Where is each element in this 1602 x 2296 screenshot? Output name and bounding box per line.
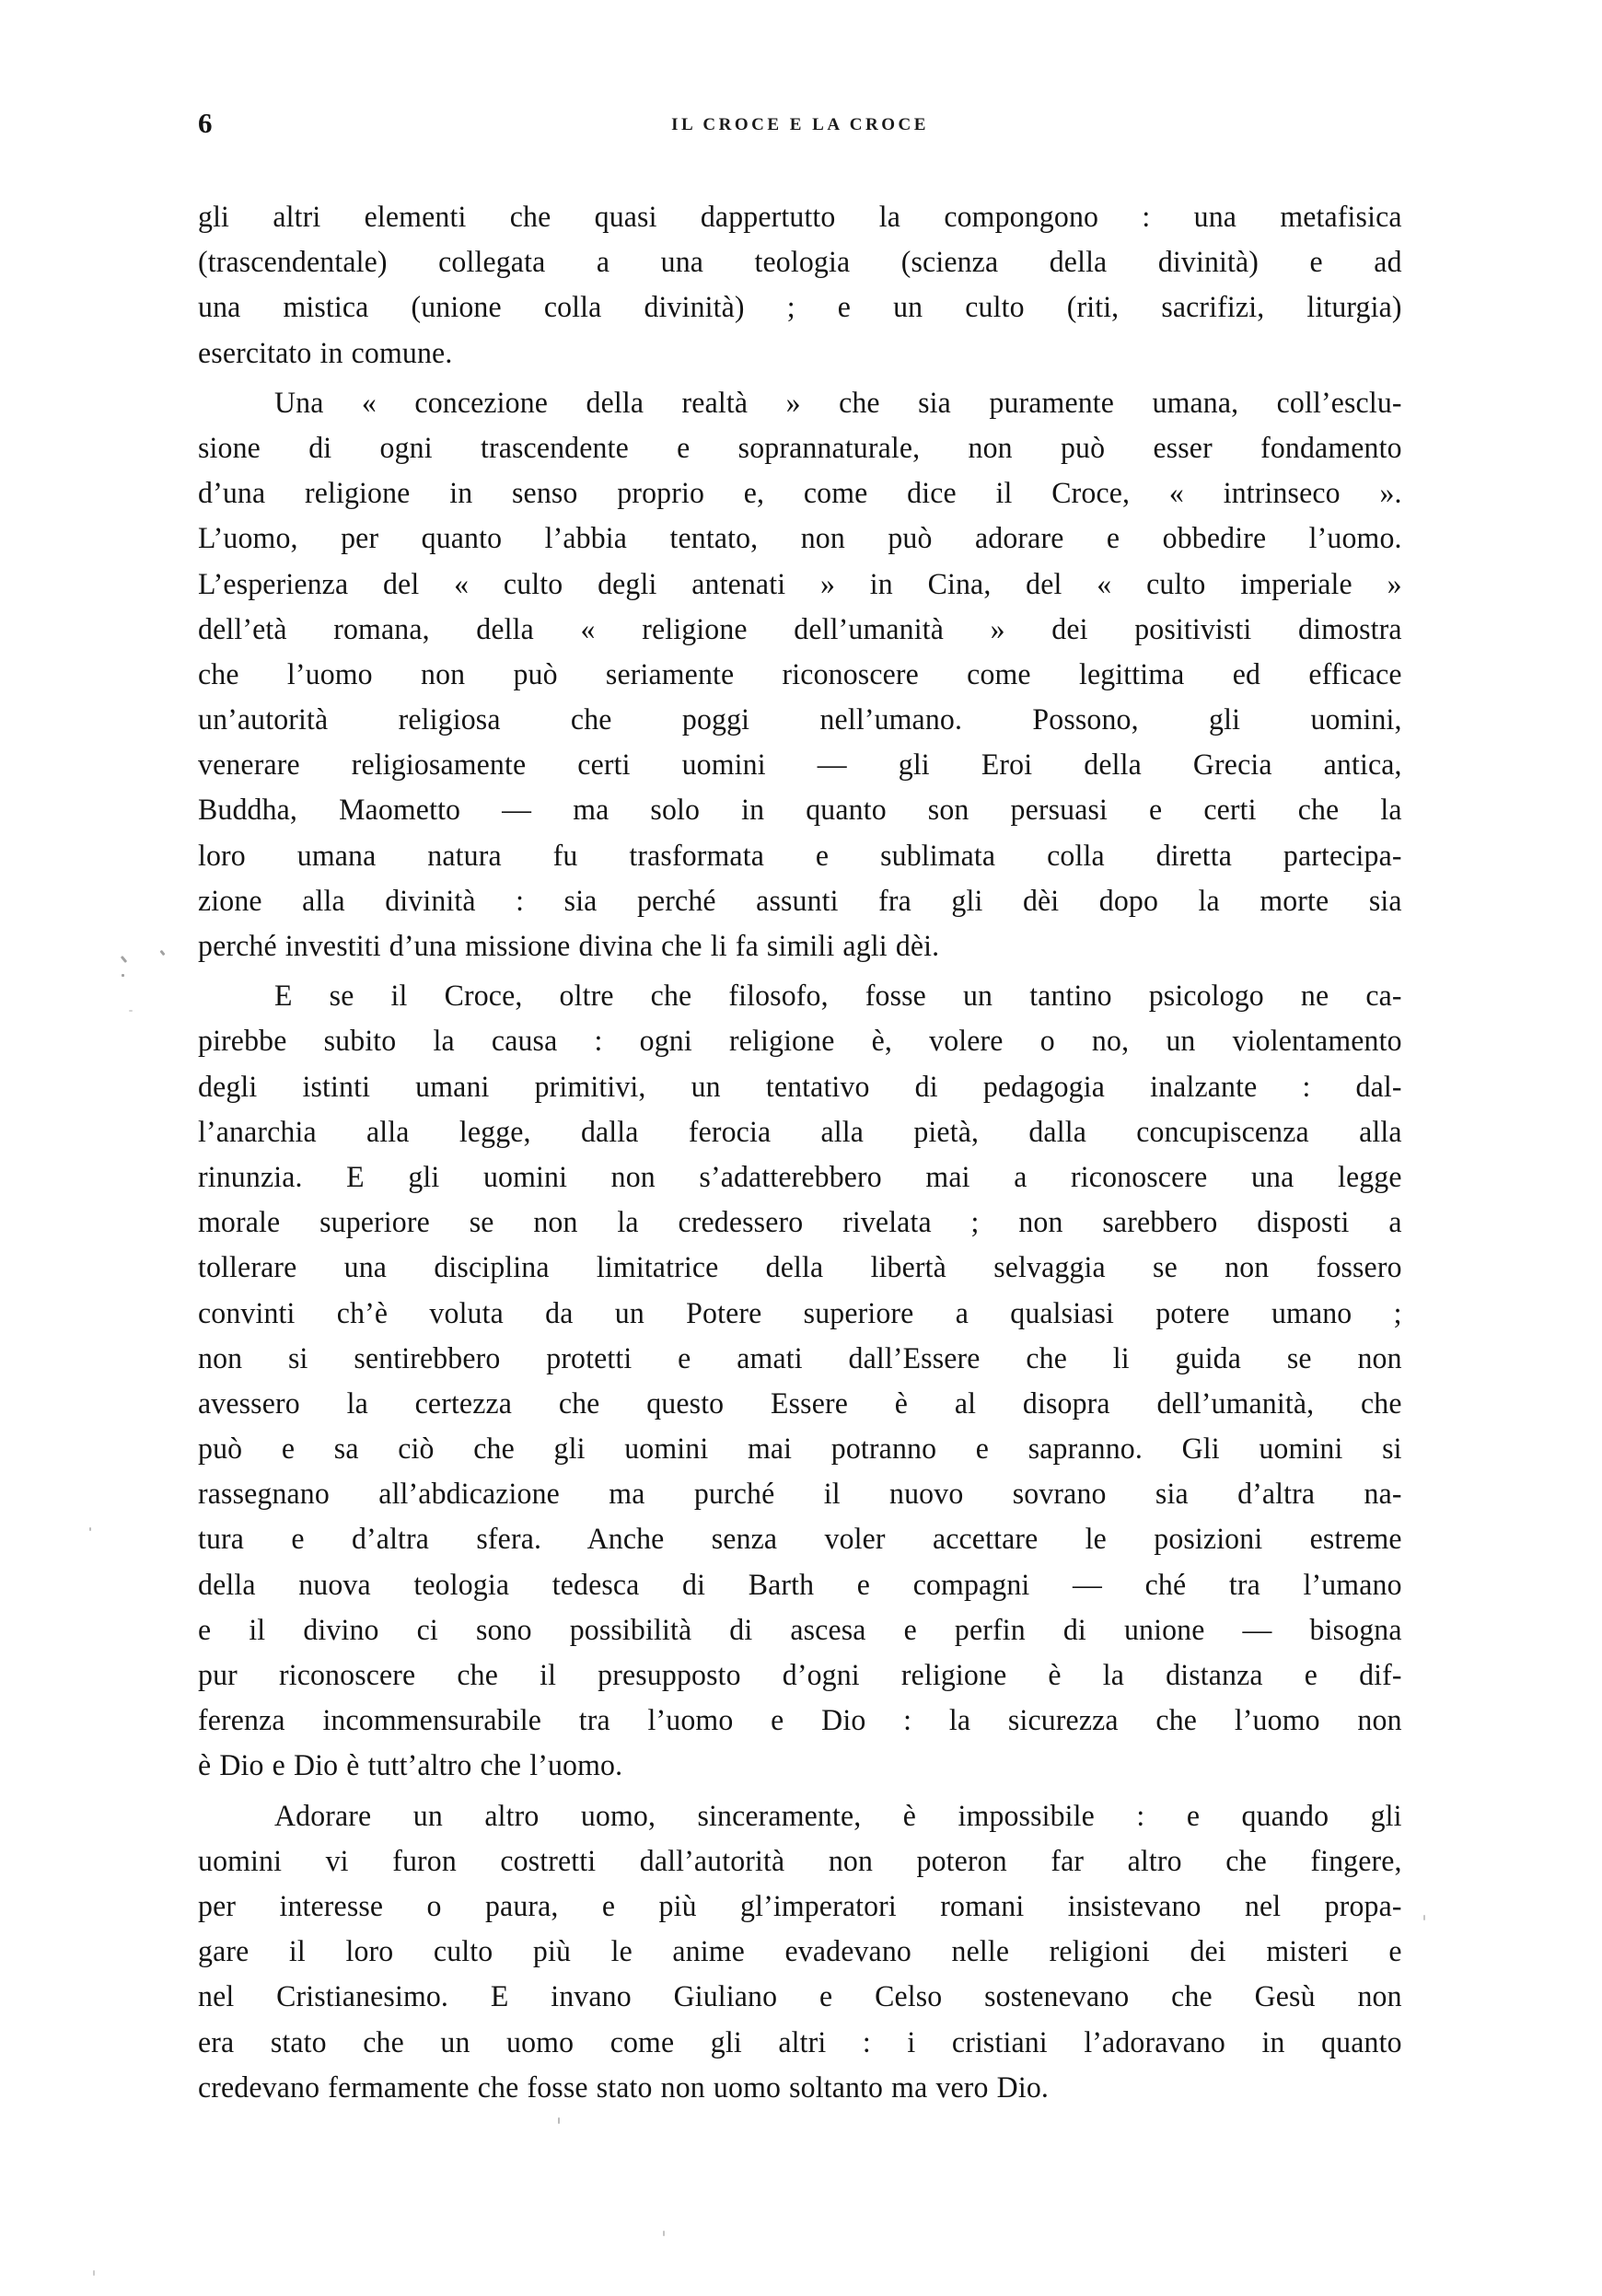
text-line: uomini vi furon costretti dall’autorità non poteron far altro che fingere,	[198, 1844, 1402, 1878]
text-line: gli altri elementi che quasi dappertutto la compongono : una metafisica	[198, 201, 1402, 234]
text-line: l’anarchia alla legge, dalla ferocia alla pietà, dalla concupiscenza alla	[198, 1115, 1402, 1149]
body-text	[198, 195, 1402, 2111]
scan-speck	[93, 2270, 95, 2276]
text-line: dell’età romana, della « religione dell’umanità » dei positivisti dimostra	[198, 612, 1402, 646]
scan-speck	[129, 1010, 133, 1012]
running-title: IL CROCE E LA CROCE	[671, 115, 929, 134]
text-line: d’una religione in senso proprio e, come dice il Croce, « intrinseco ».	[198, 477, 1402, 511]
text-line: Buddha, Maometto — ma solo in quanto son persuasi e certi che la	[198, 794, 1402, 828]
scan-speck	[663, 2231, 665, 2236]
text-line: e il divino ci sono possibilità di ascesa e perfin di unione — bisogna	[198, 1613, 1402, 1647]
text-line: credevano fermamente che fosse stato non uomo soltanto ma vero Dio.	[198, 2070, 1050, 2105]
text-line: una mistica (unione colla divinità) ; e un culto (riti, sacrifizi, liturgia)	[198, 291, 1402, 325]
scan-speck	[89, 1527, 91, 1531]
text-line: era stato che un uomo come gli altri : i cristiani l’adoravano in quanto	[198, 2025, 1402, 2059]
text-line: non si sentirebbero protetti e amati dall’Essere che li guida se non	[198, 1341, 1402, 1375]
text-line: E se il Croce, oltre che filosofo, fosse un tantino psicologo ne ca-	[273, 980, 1402, 1014]
paragraph	[198, 974, 1402, 1789]
scan-speck	[122, 974, 124, 977]
text-line: Una « concezione della realtà » che sia puramente umana, coll’esclu-	[273, 386, 1402, 420]
text-line: perché investiti d’una missione divina che li fa simili agli dèi.	[198, 930, 940, 963]
text-line: venerare religiosamente certi uomini — gli Eroi della Grecia antica,	[198, 748, 1402, 783]
page-number: 6	[198, 107, 213, 139]
running-head	[198, 103, 1402, 144]
text-line: (trascendentale) collegata a una teologia (scienza della divinità) e ad	[198, 246, 1402, 280]
paragraph	[198, 195, 1402, 377]
text-line: degli istinti umani primitivi, un tentativo di pedagogia inalzante : dal-	[198, 1070, 1402, 1104]
text-line: esercitato in comune.	[198, 336, 453, 370]
text-line: loro umana natura fu trasformata e sublimata colla diretta partecipa-	[198, 839, 1402, 873]
text-line: morale superiore se non la credessero rivelata ; non sarebbero disposti a	[198, 1206, 1402, 1240]
text-line: gare il loro culto più le anime evadevano nelle religioni dei misteri e	[198, 1935, 1402, 1969]
text-line: sione di ogni trascendente e soprannaturale, non può esser fondamento	[198, 431, 1402, 465]
text-line: tollerare una disciplina limitatrice della libertà selvaggia se non fossero	[198, 1251, 1402, 1285]
scan-speck	[1423, 1915, 1425, 1920]
text-line: nel Cristianesimo. E invano Giuliano e Celso sostenevano che Gesù non	[198, 1980, 1402, 2014]
text-line: rassegnano all’abdicazione ma purché il nuovo sovrano sia d’altra na-	[198, 1478, 1402, 1512]
text-line: tura e d’altra sfera. Anche senza voler accettare le posizioni estreme	[198, 1523, 1402, 1557]
text-line: che l’uomo non può seriamente riconoscere come legittima ed efficace	[198, 657, 1402, 691]
text-line: un’autorità religiosa che poggi nell’umano. Possono, gli uomini,	[198, 703, 1402, 737]
text-line: avessero la certezza che questo Essere è al disopra dell’umanità, che	[198, 1386, 1402, 1421]
text-line: convinti ch’è voluta da un Potere superiore a qualsiasi potere umano ;	[198, 1296, 1402, 1330]
text-line: pirebbe subito la causa : ogni religione è, volere o no, un violentamento	[198, 1025, 1402, 1059]
paragraph	[198, 381, 1402, 969]
text-line: è Dio e Dio è tutt’altro che l’uomo.	[198, 1749, 623, 1783]
text-line: pur riconoscere che il presupposto d’ogni religione è la distanza e dif-	[198, 1659, 1402, 1692]
text-line: ferenza incommensurabile tra l’uomo e Dio : la sicurezza che l’uomo non	[198, 1704, 1402, 1738]
text-line: rinunzia. E gli uomini non s’adatterebbero mai a riconoscere una legge	[198, 1160, 1402, 1194]
paragraph	[198, 1794, 1402, 2111]
text-line: della nuova teologia tedesca di Barth e compagni — ché tra l’umano	[198, 1568, 1402, 1602]
text-line: Adorare un altro uomo, sinceramente, è impossibile : e quando gli	[273, 1799, 1402, 1833]
scan-speck	[558, 2117, 560, 2124]
scan-speck	[159, 950, 165, 957]
text-line: L’uomo, per quanto l’abbia tentato, non può adorare e obbedire l’uomo.	[198, 522, 1402, 556]
text-line: per interesse o paura, e più gl’imperatori romani insistevano nel propa-	[198, 1889, 1402, 1923]
text-line: L’esperienza del « culto degli antenati » in Cina, del « culto imperiale »	[198, 567, 1402, 601]
text-line: può e sa ciò che gli uomini mai potranno e sapranno. Gli uomini si	[198, 1432, 1402, 1467]
text-line: zione alla divinità : sia perché assunti fra gli dèi dopo la morte sia	[198, 884, 1402, 918]
scan-speck	[121, 956, 127, 963]
